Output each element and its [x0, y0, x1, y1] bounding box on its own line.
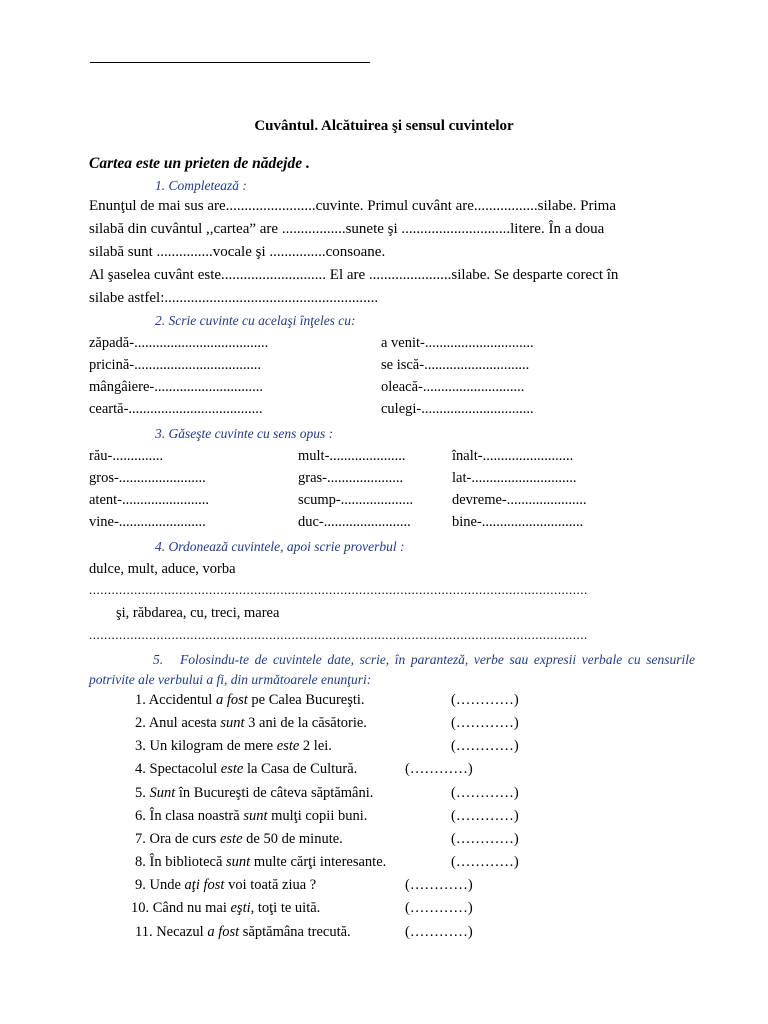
- exercise-1-heading: 1. Completează :: [155, 178, 247, 193]
- answer-blank: (…………): [451, 831, 519, 847]
- verb-highlight: este: [220, 761, 244, 777]
- motto-sentence: Cartea este un prieten de nădejde .: [89, 155, 310, 172]
- answer-dotted-line: .....................................................................................................................................: [89, 627, 588, 642]
- answer-blank: (…………): [451, 785, 519, 801]
- proverb-words-2: şi, răbdarea, cu, treci, marea: [116, 605, 280, 621]
- sentence-item: [135, 831, 343, 848]
- antonym-item: duc-........................: [298, 514, 411, 530]
- worksheet-title: Cuvântul. Alcătuirea şi sensul cuvintelor: [254, 118, 514, 134]
- synonym-item: pricină-...................................: [89, 357, 261, 373]
- sentence-text: la Casa de Cultură.: [243, 761, 358, 777]
- antonym-item: vine-........................: [89, 514, 206, 530]
- exercise-1-line: silabe astfel:.........................................................: [89, 290, 379, 306]
- answer-blank: (…………): [451, 808, 519, 824]
- sentence-item: [135, 692, 365, 709]
- synonym-item: mângâiere-..............................: [89, 379, 263, 395]
- sentence-text: voi toată ziua ?: [224, 877, 317, 893]
- verb-highlight: sunt: [226, 854, 251, 870]
- answer-dotted-line: .....................................................................................................................................: [89, 582, 588, 597]
- sentence-text: , toţi te uită.: [250, 900, 321, 916]
- sentence-item: [131, 900, 320, 917]
- sentence-item: [135, 761, 357, 778]
- answer-blank: (…………): [405, 877, 473, 893]
- sentence-text: 3. Un kilogram de mere: [135, 738, 277, 754]
- sentence-text: 5.: [135, 785, 150, 801]
- sentence-text: 7. Ora de curs: [135, 831, 220, 847]
- antonym-item: lat-.............................: [452, 470, 577, 486]
- sentence-text: 10. Când nu mai: [131, 900, 231, 916]
- answer-blank: (…………): [405, 900, 473, 916]
- antonym-item: mult-.....................: [298, 448, 406, 464]
- sentence-text: 4. Spectacolul: [135, 761, 221, 777]
- sentence-text: 9. Unde: [135, 877, 185, 893]
- verb-highlight: este: [219, 831, 243, 847]
- answer-blank: (…………): [405, 924, 473, 940]
- synonym-item: se iscă-.............................: [381, 357, 530, 373]
- antonym-item: rău-..............: [89, 448, 164, 464]
- sentence-text: în Bucureşti de câteva săptămâni.: [175, 785, 374, 801]
- antonym-item: atent-........................: [89, 492, 210, 508]
- exercise-2-heading: 2. Scrie cuvinte cu acelaşi înţeles cu:: [155, 313, 356, 328]
- sentence-item: [135, 854, 386, 871]
- sentence-text: mulţi copii buni.: [267, 808, 368, 824]
- sentence-item: [135, 877, 316, 894]
- antonym-item: gras-.....................: [298, 470, 404, 486]
- sentence-item: [135, 738, 332, 755]
- synonym-item: ceartă-.....................................: [89, 401, 263, 417]
- sentence-text: 3 ani de la căsătorie.: [244, 715, 367, 731]
- sentence-text: 8. În bibliotecă: [135, 854, 227, 870]
- verb-highlight: aţi fost: [184, 877, 225, 893]
- sentence-text: 11. Necazul: [135, 924, 208, 940]
- synonym-item: zăpadă-.....................................: [89, 335, 269, 351]
- sentence-text: pe Calea Bucureşti.: [247, 692, 365, 708]
- synonym-item: a venit-..............................: [381, 335, 534, 351]
- sentence-item: [135, 785, 373, 802]
- sentence-item: [135, 715, 367, 732]
- answer-blank: (…………): [405, 761, 473, 777]
- answer-blank: (…………): [451, 738, 519, 754]
- verb-highlight: este: [276, 738, 300, 754]
- antonym-item: înalt-.........................: [452, 448, 574, 464]
- verb-highlight: a fost: [215, 692, 248, 708]
- answer-blank: (…………): [451, 715, 519, 731]
- antonym-item: gros-........................: [89, 470, 206, 486]
- sentence-text: 1. Accidentul: [135, 692, 216, 708]
- answer-blank: (…………): [451, 854, 519, 870]
- exercise-4-heading: 4. Ordonează cuvintele, apoi scrie proverbul :: [155, 539, 405, 554]
- sentence-text: săptămâna trecută.: [239, 924, 351, 940]
- exercise-1-line: Al şaselea cuvânt este............................ El are ......................silabe. Se desparte corect în: [89, 267, 619, 283]
- antonym-item: devreme-......................: [452, 492, 587, 508]
- proverb-words-1: dulce, mult, aduce, vorba: [89, 561, 236, 577]
- verb-highlight: sunt: [220, 715, 245, 731]
- verb-highlight: sunt: [243, 808, 268, 824]
- name-line: [90, 62, 370, 63]
- exercise-1-line: silabă sunt ...............vocale şi ...............consoane.: [89, 244, 386, 260]
- antonym-item: scump-....................: [298, 492, 414, 508]
- verb-highlight: eşti: [230, 900, 251, 916]
- exercise-5-instruction: Folosindu-te de cuvintele date, scrie, în paranteză, verbe sau expresii verbale cu sensurile potrivite ale verbului a fi, din următoarele enunţuri:: [89, 652, 695, 687]
- sentence-text: 6. În clasa noastră: [135, 808, 244, 824]
- sentence-item: [135, 924, 351, 941]
- sentence-text: 2 lei.: [299, 738, 332, 754]
- sentence-item: [135, 808, 367, 825]
- exercise-1-line: silabă din cuvântul ,,cartea” are .................sunete şi .............................litere. În a doua: [89, 221, 605, 237]
- exercise-3-heading: 3. Găseşte cuvinte cu sens opus :: [155, 426, 334, 441]
- verb-highlight: a fost: [207, 924, 240, 940]
- sentence-text: de 50 de minute.: [242, 831, 343, 847]
- exercise-5-number: 5.: [153, 652, 164, 667]
- verb-highlight: Sunt: [149, 785, 176, 801]
- antonym-item: bine-............................: [452, 514, 584, 530]
- exercise-5-heading: [89, 650, 695, 690]
- exercise-1-line: Enunţul de mai sus are........................cuvinte. Primul cuvânt are.................silabe. Prima: [89, 198, 616, 214]
- sentence-text: 2. Anul acesta: [135, 715, 221, 731]
- synonym-item: oleacă-............................: [381, 379, 525, 395]
- synonym-item: culegi-...............................: [381, 401, 534, 417]
- sentence-text: multe cărţi interesante.: [250, 854, 387, 870]
- answer-blank: (…………): [451, 692, 519, 708]
